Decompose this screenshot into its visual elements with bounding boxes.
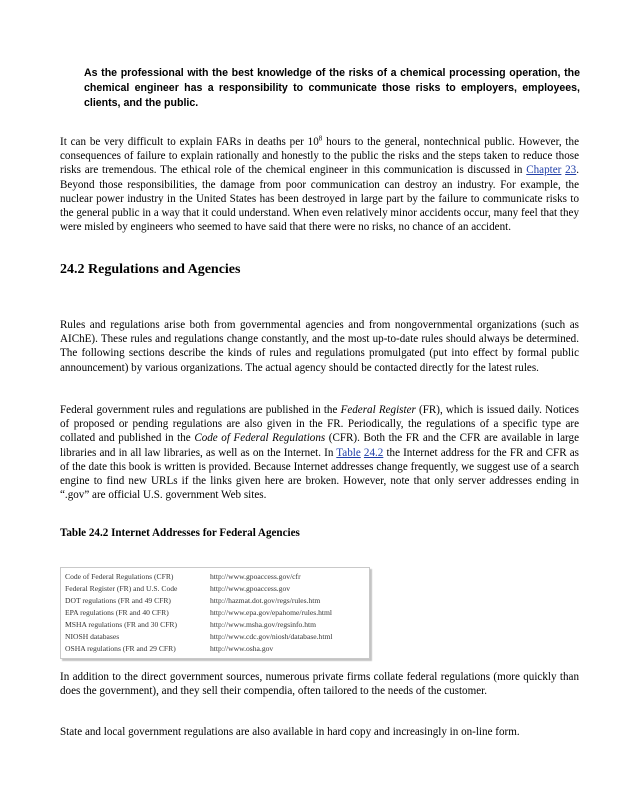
agency-name: MSHA regulations (FR and 30 CFR) [65, 620, 178, 629]
paragraph-state-local: State and local government regulations are also available in hard copy and increasingly in on-line form. [60, 726, 520, 738]
agency-url: http://www.msha.gov/regsinfo.htm [210, 620, 317, 629]
table-row [65, 631, 365, 642]
table-row [65, 583, 365, 594]
table-row [65, 643, 365, 654]
section-heading: 24.2 Regulations and Agencies [60, 262, 241, 277]
table-caption: Table 24.2 Internet Addresses for Federal Agencies [60, 527, 300, 539]
para3-text-4: the Internet address for the FR and CFR as of the date this book is written is provided. Because Internet addresses change frequently, we suggest use of a search engine to find new URLs if the links given here are broken. However, note that only server addresses ending in “.gov” are official U.S. government Web sites. [60, 446, 579, 502]
paragraph-federal [60, 403, 579, 502]
agency-name: Federal Register (FR) and U.S. Code [65, 584, 178, 593]
cfr-title: Code of Federal Regulations [194, 432, 326, 445]
agency-name: Code of Federal Regulations (CFR) [65, 572, 174, 581]
paragraph-far [60, 135, 579, 234]
para1-text-3: . Beyond those responsibilities, the damage from poor communication can destroy an industry. For example, the nuclear power industry in the United States has been destroyed in large part by the failure to communicate risks to the general public in a way that it could understand. When even relatively minor accidents occur, many feel that they were misled by engineers who seemed to have said that there were no risks, no chance of an accident. [60, 164, 579, 234]
agency-name: DOT regulations (FR and 49 CFR) [65, 596, 171, 605]
agency-url: http://www.cdc.gov/niosh/database.html [210, 632, 333, 641]
agency-url: http://hazmat.dot.gov/regs/rules.htm [210, 596, 321, 605]
agency-url: http://www.osha.gov [210, 644, 274, 653]
chapter-number-link[interactable]: 23 [565, 164, 577, 177]
para1-text-2: hours to the general, nontechnical public. However, the consequences of failure to explain rationally and honestly to the public the risks and the steps taken to reduce those risks are tremendous. The ethical role of the chemical engineer in this communication is discussed in [60, 136, 579, 177]
para3-text-2: (FR), which is issued daily. Notices of proposed or pending regulations are also given in the FR. Periodically, the regulations of a specific type are collated and published in the [60, 404, 579, 445]
paragraph-private-firms: In addition to the direct government sources, numerous private firms collate federal regulations (more quickly than does the government), and they sell their compendia, often tailored to the needs of the customer. [60, 671, 579, 698]
chapter-link[interactable]: Chapter [526, 164, 562, 177]
agency-name: NIOSH databases [65, 632, 120, 641]
callout-text: As the professional with the best knowledge of the risks of a chemical processing operation, the chemical engineer has a responsibility to communicate those risks to employers, employees, clients, and the public. [84, 67, 580, 109]
table-row [65, 571, 365, 582]
agency-url: http://www.gpoaccess.gov/cfr [210, 572, 301, 581]
para1-text: It can be very difficult to explain FARs in deaths per 10 [60, 136, 319, 148]
agency-url: http://www.gpoaccess.gov [210, 584, 291, 593]
table-number-link[interactable]: 24.2 [363, 446, 384, 459]
table-row [65, 619, 365, 630]
agency-url: http://www.epa.gov/epahome/rules.html [210, 608, 333, 617]
federal-register-title: Federal Register [340, 404, 416, 416]
agency-name: OSHA regulations (FR and 29 CFR) [65, 644, 176, 653]
table-link[interactable]: Table [336, 446, 361, 459]
table-row [65, 595, 365, 606]
paragraph-rules: Rules and regulations arise both from governmental agencies and from nongovernmental organizations (such as AIChE). These rules and regulations change constantly, and the most up-to-date rules should always be determined. The following sections describe the kinds of rules and regulations promulgated (put into effect by formal public announcement) by various organizations. The actual agency should be contacted directly for the latest rules. [60, 319, 579, 374]
agencies-table [60, 567, 370, 659]
exponent: 8 [318, 134, 323, 143]
para3-text-3: (CFR). Both the FR and the CFR are available in large libraries and in all law libraries, as well as on the Internet. In [60, 432, 579, 459]
para3-text: Federal government rules and regulations are published in the [60, 404, 341, 416]
table-row [65, 607, 365, 618]
agency-name: EPA regulations (FR and 40 CFR) [65, 608, 169, 617]
